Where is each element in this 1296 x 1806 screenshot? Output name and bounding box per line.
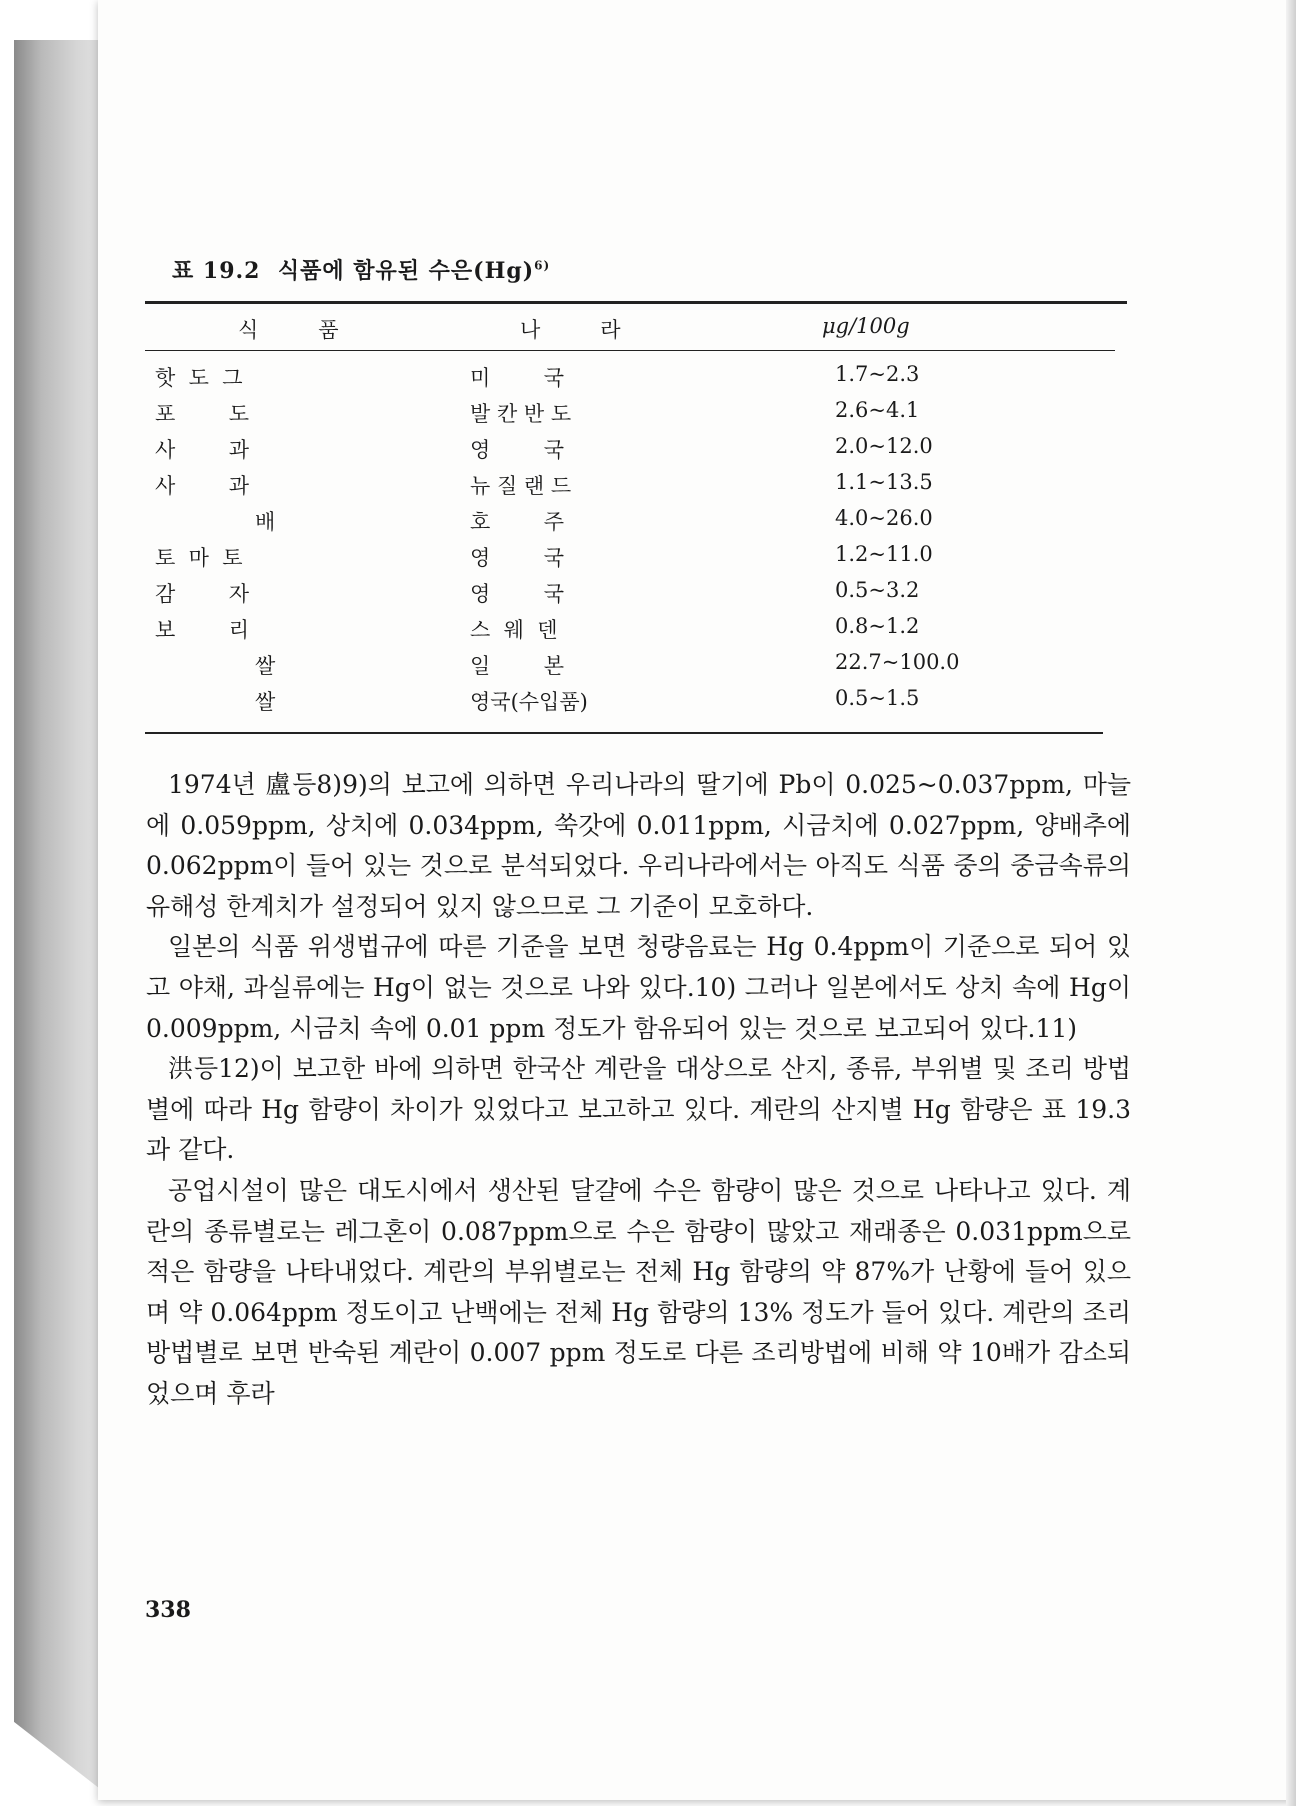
table-caption-ref: 6) — [534, 258, 551, 273]
header-food: 식품 — [238, 318, 399, 342]
table-cell-value: 2.0~12.0 — [835, 434, 933, 458]
paragraph: 일본의 식품 위생법규에 따른 기준을 보면 청량음료는 Hg 0.4ppm이 기준으로 되어 있고 야채, 과실류에는 Hg이 없는 것으로 나와 있다.10) 그러나 일본에서도 상치 속에 Hg이 0.009ppm, 시금치 속에 0.01 ppm 정도가 함유되어 있는 것으로 보고되어 있다.11) — [146, 932, 1131, 1043]
book-edge — [1286, 0, 1296, 1806]
table-cell-food: 토 마 토 — [155, 546, 243, 570]
table-row — [0, 398, 1296, 428]
table-cell-food: 감 자 — [155, 582, 249, 606]
paragraph: 洪등12)이 보고한 바에 의하면 한국산 계란을 대상으로 산지, 종류, 부위별 및 조리 방법별에 따라 Hg 함량이 차이가 있었다고 보고하고 있다. 계란의 산지별 Hg 함량은 표 19.3과 같다. — [146, 1054, 1131, 1165]
table-cell-country: 미 국 — [470, 366, 564, 390]
table-cell-food: 쌀 — [255, 690, 276, 714]
table-cell-country: 일 본 — [470, 654, 564, 678]
table-cell-value: 1.1~13.5 — [835, 470, 933, 494]
table-row — [0, 686, 1296, 716]
table-row — [0, 650, 1296, 680]
table-cell-country: 영 국 — [470, 438, 564, 462]
table-cell-country: 영 국 — [470, 582, 564, 606]
table-cell-food: 사 과 — [155, 438, 249, 462]
table-row — [0, 506, 1296, 536]
table-cell-food: 핫 도 그 — [155, 366, 243, 390]
table-cell-country: 뉴 질 랜 드 — [470, 474, 572, 498]
table-cell-country: 영 국 — [470, 546, 564, 570]
table-caption-label: 표 19.2 — [172, 258, 261, 284]
table-cell-value: 0.5~1.5 — [835, 686, 920, 710]
table-row — [0, 614, 1296, 644]
table-cell-value: 2.6~4.1 — [835, 398, 920, 422]
table-bottom-rule — [145, 732, 1103, 734]
table-caption-text: 식품에 함유된 수은(Hg) — [277, 258, 535, 284]
table-cell-country: 발 칸 반 도 — [470, 402, 572, 426]
page-number: 338 — [145, 1597, 191, 1623]
table-row — [0, 470, 1296, 500]
table-cell-value: 22.7~100.0 — [835, 650, 960, 674]
paragraph: 공업시설이 많은 대도시에서 생산된 달걀에 수은 함량이 많은 것으로 나타나고 있다. 계란의 종류별로는 레그혼이 0.087ppm으로 수은 함량이 많았고 재래종은 0.031ppm으로 적은 함량을 나타내었다. 계란의 부위별로는 전체 Hg 함량의 약 87%가 난황에 들어 있으며 약 0.064ppm 정도이고 난백에는 전체 Hg 함량의 13% 정도가 들어 있다. 계란의 조리 방법별로 보면 반숙된 계란이 0.007 ppm 정도로 다른 조리방법에 비해 약 10배가 감소되었으며 후라 — [146, 1175, 1131, 1408]
table-cell-country: 스 웨 덴 — [470, 618, 558, 642]
table-cell-value: 4.0~26.0 — [835, 506, 933, 530]
table-cell-food: 사 과 — [155, 474, 249, 498]
table-row — [0, 362, 1296, 392]
table-row — [0, 542, 1296, 572]
table-row — [0, 578, 1296, 608]
table-cell-country: 호 주 — [470, 510, 564, 534]
table-cell-value: 1.2~11.0 — [835, 542, 933, 566]
table-caption — [172, 254, 550, 285]
table-cell-value: 0.8~1.2 — [835, 614, 920, 638]
table-cell-value: 0.5~3.2 — [835, 578, 920, 602]
table-cell-food: 쌀 — [255, 654, 276, 678]
table-row — [0, 434, 1296, 464]
table-top-rule — [145, 301, 1127, 304]
header-unit: μg/100g — [822, 314, 910, 338]
body-text — [146, 765, 1131, 1415]
book-spine — [14, 40, 104, 1792]
table-cell-food: 포 도 — [155, 402, 249, 426]
table-cell-food: 보 리 — [155, 618, 249, 642]
paragraph: 1974년 盧등8)9)의 보고에 의하면 우리나라의 딸기에 Pb이 0.025~0.037ppm, 마늘에 0.059ppm, 상치에 0.034ppm, 쑥갓에 0.011ppm, 시금치에 0.027ppm, 양배추에 0.062ppm이 들어 있는 것으로 분석되었다. 우리나라에서는 아직도 식품 중의 중금속류의 유해성 한계치가 설정되어 있지 않으므로 그 기준이 모호하다. — [146, 770, 1131, 921]
table-cell-food: 배 — [255, 510, 276, 534]
table-header-rule — [145, 350, 1115, 351]
table-cell-value: 1.7~2.3 — [835, 362, 920, 386]
table-cell-country: 영국(수입품) — [470, 690, 588, 714]
header-country: 나라 — [520, 318, 681, 342]
